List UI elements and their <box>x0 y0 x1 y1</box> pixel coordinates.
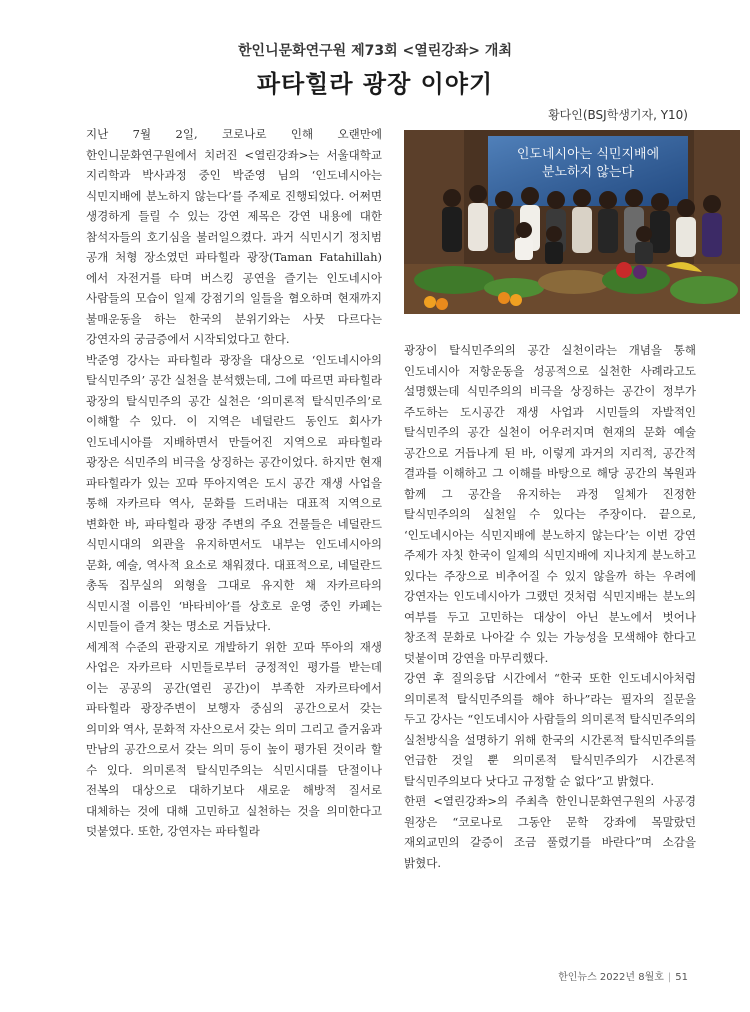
footer-separator: | <box>667 972 672 983</box>
paragraph: 박준영 강사는 파타힐라 광장을 대상으로 ‘인도네시아의 탈식민주의’ 공간 실천을 분석했는데, 그에 따르면 파타힐라 광장의 탈식민주의 공간 실천은 ‘의미론적 탈식민주의’로 이해할 수 있다. 이 지역은 네덜란드 동인도 회사가 인도네시아를 지배하면서 만들어진 지역으로 파타힐라 광장은 식민주의 비극을 상징하는 공간이었다. 하지만 현재 파타힐라가 있는 꼬따 뚜아지역은 도시 공간 재생 사업을 통해 자카르타 역사, 문화를 드러내는 대표적 지역으로 변화한 바, 파타힐라 광장 주변의 주요 건물들은 네덜란드 식민시대의 외관을 유지하면서도 내부는 인도네시아의 문화, 예술, 역사적 요소로 채워졌다. 대표적으로, 네덜란드 총독 집무실의 외형을 그대로 유지한 채 자카르타의 식민시절 이름인 ‘바타비아’를 상호로 운영 중인 카페는 시민들이 즐겨 찾는 명소로 거듭났다. <box>86 352 382 633</box>
group-photo-illustration <box>404 130 740 314</box>
paragraph: 세계적 수준의 관광지로 개발하기 위한 꼬따 뚜아의 재생 사업은 자카르타 시민들로부터 긍정적인 평가를 받는데 이는 공공의 공간(열린 공간)이 부족한 자카르타에서 파타힐라 광장주변이 보행자 중심의 공간으로서 갖는 의미와 역사, 문화적 자산으로서 갖는 의미 그리고 즐거움과 만남의 공간으로서 갖는 의미 등이 높이 평가된 것이라 할 수 있다. 의미론적 탈식민주의는 식민시대를 단절이나 전복의 대상으로 대하기보다 새로운 해방적 질서로 대체하는 것에 대해 고민하고 실천하는 것을 의미한다고 덧붙였다. 또한, 강연자는 파타힐라 <box>86 639 382 838</box>
article-kicker: 한인니문화연구원 제73회 <열린강좌> 개최 <box>238 43 512 59</box>
paragraph: 강연 후 질의응답 시간에서 “한국 또한 인도네시아처럼 의미론적 탈식민주의를 해야 하나”라는 필자의 질문을 두고 강사는 “인도네시아 사람들의 의미론적 탈식민주의의 실천방식을 설명하기 위해 한국의 시간론적 탈식민주의를 언급한 것일 뿐 의미론적 탈식민주의가 시간론적 탈식민주의보다 낫다고 규정할 순 없다”고 밝혔다. <box>404 671 696 788</box>
article-title: 파타힐라 광장 이야기 <box>256 70 494 98</box>
page-footer <box>558 968 688 983</box>
paragraph: 한편 <열린강좌>의 주최측 한인니문화연구원의 사공경 원장은 “코로나로 그동안 문학 강좌에 목말랐던 재외교민의 갈증이 조금 풀렸기를 바란다”며 소감을 밝혔다. <box>404 794 696 870</box>
paragraph: 광장이 탈식민주의의 공간 실천이라는 개념을 통해 인도네시아 저항운동을 성공적으로 실천한 사례라고도 설명했는데 식민주의의 비극을 상징하는 공간이 정부가 주도하는 도시공간 재생 사업과 시민들의 자발적인 탈식민주의 공간 실천이 어우러지며 현재의 문화 예술 공간으로 거듭나게 된 바, 이렇게 과거의 지리적, 공간적 결과를 이해하고 그 이해를 바탕으로 해당 공간의 복원과 함께 그 공간을 유지하는 과정 일체가 진정한 탈식민주의의 실천일 수 있다는 주장이다. 끝으로, ‘인도네시아는 식민지배에 분노하지 않는다’는 이번 강연 주제가 자칫 한국이 일제의 식민지배에 지나치게 분노하고 있다는 주장으로 비추어질 수 있지 않을까 하는 우려에 강연자는 인도네시아가 그랬던 것처럼 식민지배는 분노의 여부를 두고 고민하는 대상이 아닌 분노에서 벗어나 창조적 문화로 나아갈 수 있는 가능성을 모색해야 한다고 덧붙이며 강연을 마무리했다. <box>404 343 696 665</box>
page-number: 51 <box>675 972 688 983</box>
article-byline: 황다인(BSJ학생기자, Y10) <box>548 108 688 122</box>
screen-text-line-2: 분노하지 않는다 <box>541 165 635 180</box>
left-column <box>86 124 382 842</box>
screen-text-line-1: 인도네시아는 식민지배에 <box>516 147 660 162</box>
right-column <box>404 340 696 873</box>
paragraph: 지난 7월 2일, 코로나로 인해 오랜만에 한인니문화연구원에서 치러진 <열린강좌>는 서울대학교 지리학과 박사과정 중인 박준영 님의 ‘인도네시아는 식민지배에 분노하지 않는다’를 주제로 진행되었다. 어쩌면 생경하게 들릴 수 있는 강연 제목은 강연 내용에 대한 참석자들의 호기심을 불러일으켰다. 과거 식민시기 정치범 공개 처형 장소였던 파타힐라 광장(Taman Fatahillah)에서 자전거를 타며 버스킹 공연을 즐기는 인도네시아 사람들의 모습이 일제 강점기의 일들을 혐오하며 현재까지 불매운동을 하는 한국의 분위기와는 사뭇 다르다는 강연자의 궁금증에서 시작되었다고 한다. <box>86 127 382 346</box>
publication-name: 한인뉴스 2022년 8월호 <box>558 972 664 983</box>
event-photo <box>404 130 740 314</box>
